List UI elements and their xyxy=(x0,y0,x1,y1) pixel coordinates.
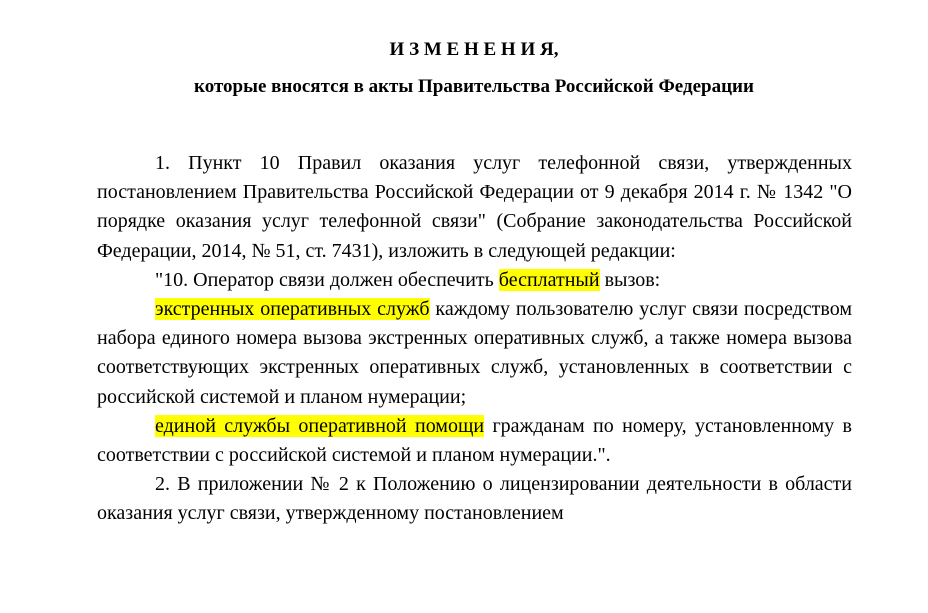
paragraph-4-text-after: гражданам по номеру, установленному в соответствии с российской системой и планом нумерации.". xyxy=(97,414,852,467)
paragraph-1-text: 1. Пункт 10 Правил оказания услуг телефонной связи, утвержденных постановлением Правительства Российской Федерации от 9 декабря 2014 г. № 1342 "О порядке оказания услуг телефонной связи" (Собрание законодательства Российской Федерации, 2014, № 51, ст. 7431), изложить в следующей редакции: xyxy=(97,152,852,262)
paragraph-1 xyxy=(97,149,852,266)
highlighted-text-unified-service: единой службы оперативной помощи xyxy=(155,414,485,437)
paragraph-5 xyxy=(97,470,852,528)
paragraph-2-text-after: вызов: xyxy=(599,268,661,291)
paragraph-2 xyxy=(97,266,852,295)
paragraph-5-text: 2. В приложении № 2 к Положению о лицензировании деятельности в области оказания услуг связи, утвержденному постановлением xyxy=(97,473,852,525)
paragraph-3-text-after: каждому пользователю услуг связи посредством набора единого номера вызова экстренных оперативных служб, а также номера вызова соответствующих экстренных оперативных служб, установленных в соответствии с российской системой и планом нумерации; xyxy=(97,298,852,408)
document-subtitle: которые вносятся в акты Правительства Российской Федерации xyxy=(194,76,754,97)
document-body xyxy=(97,149,852,529)
paragraph-2-text-before: "10. Оператор связи должен обеспечить xyxy=(155,268,499,291)
highlighted-text-emergency-services: экстренных оперативных служб xyxy=(155,298,430,321)
highlighted-text-free: бесплатный xyxy=(498,268,600,291)
paragraph-3 xyxy=(97,295,852,412)
document-title: И З М Е Н Е Н И Я, xyxy=(389,39,559,60)
paragraph-4 xyxy=(97,412,852,470)
